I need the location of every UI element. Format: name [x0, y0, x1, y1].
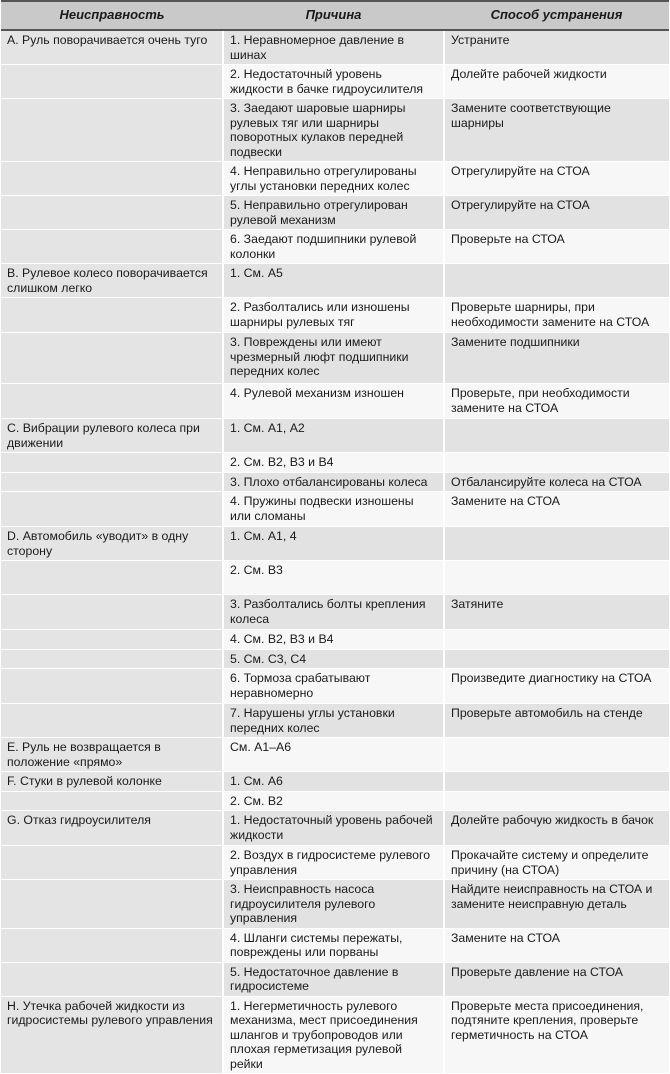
table-row [1, 630, 669, 650]
header-row [1, 1, 669, 30]
table-row [1, 527, 669, 561]
cause-cell: 3. Заедают шаровые шарниры рулевых тяг или шарниры поворотных кулаков передней подвески [223, 99, 444, 162]
fault-cell [1, 649, 223, 669]
fault-cell [1, 230, 223, 264]
remedy-cell: Устраните [444, 30, 669, 65]
table-row [1, 595, 669, 630]
cause-cell: См. А1–А6 [223, 738, 444, 772]
table-row [1, 472, 669, 492]
remedy-cell: Проверьте, при необходимости замените на СТОА [444, 384, 669, 419]
cause-cell: 7. Нарушены углы установки передних колес [223, 704, 444, 738]
table-row [1, 30, 669, 65]
table-row [1, 962, 669, 996]
fault-cell [1, 846, 223, 880]
remedy-cell: Проверьте автомобиль на стенде [444, 704, 669, 738]
remedy-cell: Замените соответствующие шарниры [444, 99, 669, 162]
table-row [1, 846, 669, 880]
cause-cell: 3. Повреждены или имеют чрезмерный люфт подшипники передних колес [223, 333, 444, 384]
table-row [1, 162, 669, 196]
table-row [1, 264, 669, 298]
remedy-cell: Затяните [444, 595, 669, 630]
remedy-cell: Замените подшипники [444, 333, 669, 384]
table-row [1, 704, 669, 738]
fault-cell: С. Вибрации рулевого колеса при движении [1, 419, 223, 453]
table-row [1, 996, 669, 1074]
remedy-cell: Замените на СТОА [444, 928, 669, 962]
remedy-cell: Замените на СТОА [444, 492, 669, 527]
remedy-cell [444, 453, 669, 473]
cause-cell: 5. Недостаточное давление в гидросистеме [223, 962, 444, 996]
fault-cell [1, 65, 223, 99]
cause-cell: 1. Неравномерное давление в шинах [223, 30, 444, 65]
cause-cell: 6. Тормоза срабатывают неравномерно [223, 669, 444, 704]
table-row [1, 65, 669, 99]
header-cause: Причина [223, 1, 444, 30]
cause-cell: 4. См. В2, В3 и В4 [223, 630, 444, 650]
cause-cell: 4. Пружины подвески изношены или сломаны [223, 492, 444, 527]
remedy-cell [444, 527, 669, 561]
cause-cell: 2. См. В3 [223, 561, 444, 595]
fault-cell [1, 492, 223, 527]
fault-cell: А. Руль поворачивается очень туго [1, 30, 223, 65]
table-row [1, 811, 669, 846]
fault-cell [1, 704, 223, 738]
remedy-cell: Прокачайте систему и определите причину (на СТОА) [444, 846, 669, 880]
cause-cell: 4. Шланги системы пережаты, повреждены или порваны [223, 928, 444, 962]
cause-cell: 5. Неправильно отрегулирован рулевой механизм [223, 196, 444, 230]
remedy-cell [444, 738, 669, 772]
fault-cell [1, 99, 223, 162]
fault-cell [1, 298, 223, 333]
header-fault: Неисправность [1, 1, 223, 30]
table-row [1, 230, 669, 264]
fault-cell [1, 928, 223, 962]
fault-cell: D. Автомобиль «уводит» в одну сторону [1, 527, 223, 561]
cause-cell: 1. См. А5 [223, 264, 444, 298]
remedy-cell [444, 561, 669, 595]
header-remedy: Способ устранения [444, 1, 669, 30]
cause-cell: 1. Недостаточный уровень рабочей жидкости [223, 811, 444, 846]
cause-cell: 2. Воздух в гидросистеме рулевого управления [223, 846, 444, 880]
remedy-cell: Проверьте шарниры, при необходимости замените на СТОА [444, 298, 669, 333]
table-row [1, 738, 669, 772]
fault-cell [1, 196, 223, 230]
remedy-cell: Долейте рабочей жидкости [444, 65, 669, 99]
remedy-cell: Отбалансируйте колеса на СТОА [444, 472, 669, 492]
table-row [1, 99, 669, 162]
table-row [1, 791, 669, 811]
cause-cell: 2. См. В2 [223, 791, 444, 811]
remedy-cell [444, 791, 669, 811]
cause-cell: 1. См. А6 [223, 772, 444, 792]
fault-cell [1, 791, 223, 811]
remedy-cell [444, 630, 669, 650]
cause-cell: 4. Неправильно отрегулированы углы установки передних колес [223, 162, 444, 196]
remedy-cell: Долейте рабочую жидкость в бачок [444, 811, 669, 846]
fault-cell: Н. Утечка рабочей жидкости из гидросистемы рулевого управления [1, 996, 223, 1074]
table-row [1, 561, 669, 595]
cause-cell: 2. См. В2, В3 и В4 [223, 453, 444, 473]
fault-cell [1, 669, 223, 704]
cause-cell: 5. См. С3, С4 [223, 649, 444, 669]
cause-cell: 2. Разболтались или изношены шарниры рулевых тяг [223, 298, 444, 333]
fault-cell [1, 384, 223, 419]
remedy-cell: Отрегулируйте на СТОА [444, 196, 669, 230]
remedy-cell: Проверьте места присоединения, подтяните крепления, проверьте герметичность на СТОА [444, 996, 669, 1074]
table-row [1, 453, 669, 473]
table-row [1, 298, 669, 333]
cause-cell: 1. См. А1, 4 [223, 527, 444, 561]
table-row [1, 669, 669, 704]
remedy-cell: Проверьте на СТОА [444, 230, 669, 264]
fault-cell: G. Отказ гидроусилителя [1, 811, 223, 846]
cause-cell: 3. Разболтались болты крепления колеса [223, 595, 444, 630]
remedy-cell: Отрегулируйте на СТОА [444, 162, 669, 196]
fault-cell [1, 561, 223, 595]
table-row [1, 384, 669, 419]
table-row [1, 419, 669, 453]
cause-cell: 2. Недостаточный уровень жидкости в бачке гидроусилителя [223, 65, 444, 99]
remedy-cell [444, 264, 669, 298]
fault-cell: В. Рулевое колесо поворачивается слишком легко [1, 264, 223, 298]
remedy-cell [444, 772, 669, 792]
remedy-cell: Произведите диагностику на СТОА [444, 669, 669, 704]
cause-cell: 1. Негерметичность рулевого механизма, мест присоединения шлангов и трубопроводов или плохая герметизация рулевой рейки [223, 996, 444, 1074]
remedy-cell: Проверьте давление на СТОА [444, 962, 669, 996]
table-row [1, 196, 669, 230]
fault-table [1, 0, 669, 1074]
cause-cell: 4. Рулевой механизм изношен [223, 384, 444, 419]
fault-cell [1, 472, 223, 492]
fault-cell [1, 630, 223, 650]
cause-cell: 3. Плохо отбалансированы колеса [223, 472, 444, 492]
fault-cell: F. Стуки в рулевой колонке [1, 772, 223, 792]
fault-cell [1, 453, 223, 473]
cause-cell: 1. См. А1, А2 [223, 419, 444, 453]
table-row [1, 649, 669, 669]
fault-cell: Е. Руль не возвращается в положение «прямо» [1, 738, 223, 772]
fault-cell [1, 880, 223, 929]
remedy-cell [444, 649, 669, 669]
cause-cell: 6. Заедают подшипники рулевой колонки [223, 230, 444, 264]
table-row [1, 333, 669, 384]
fault-cell [1, 595, 223, 630]
cause-cell: 3. Неисправность насоса гидроусилителя рулевого управления [223, 880, 444, 929]
fault-cell [1, 333, 223, 384]
remedy-cell: Найдите неисправность на СТОА и замените неисправную деталь [444, 880, 669, 929]
table-row [1, 880, 669, 929]
remedy-cell [444, 419, 669, 453]
table-row [1, 492, 669, 527]
fault-cell [1, 962, 223, 996]
fault-cell [1, 162, 223, 196]
table-row [1, 928, 669, 962]
table-row [1, 772, 669, 792]
